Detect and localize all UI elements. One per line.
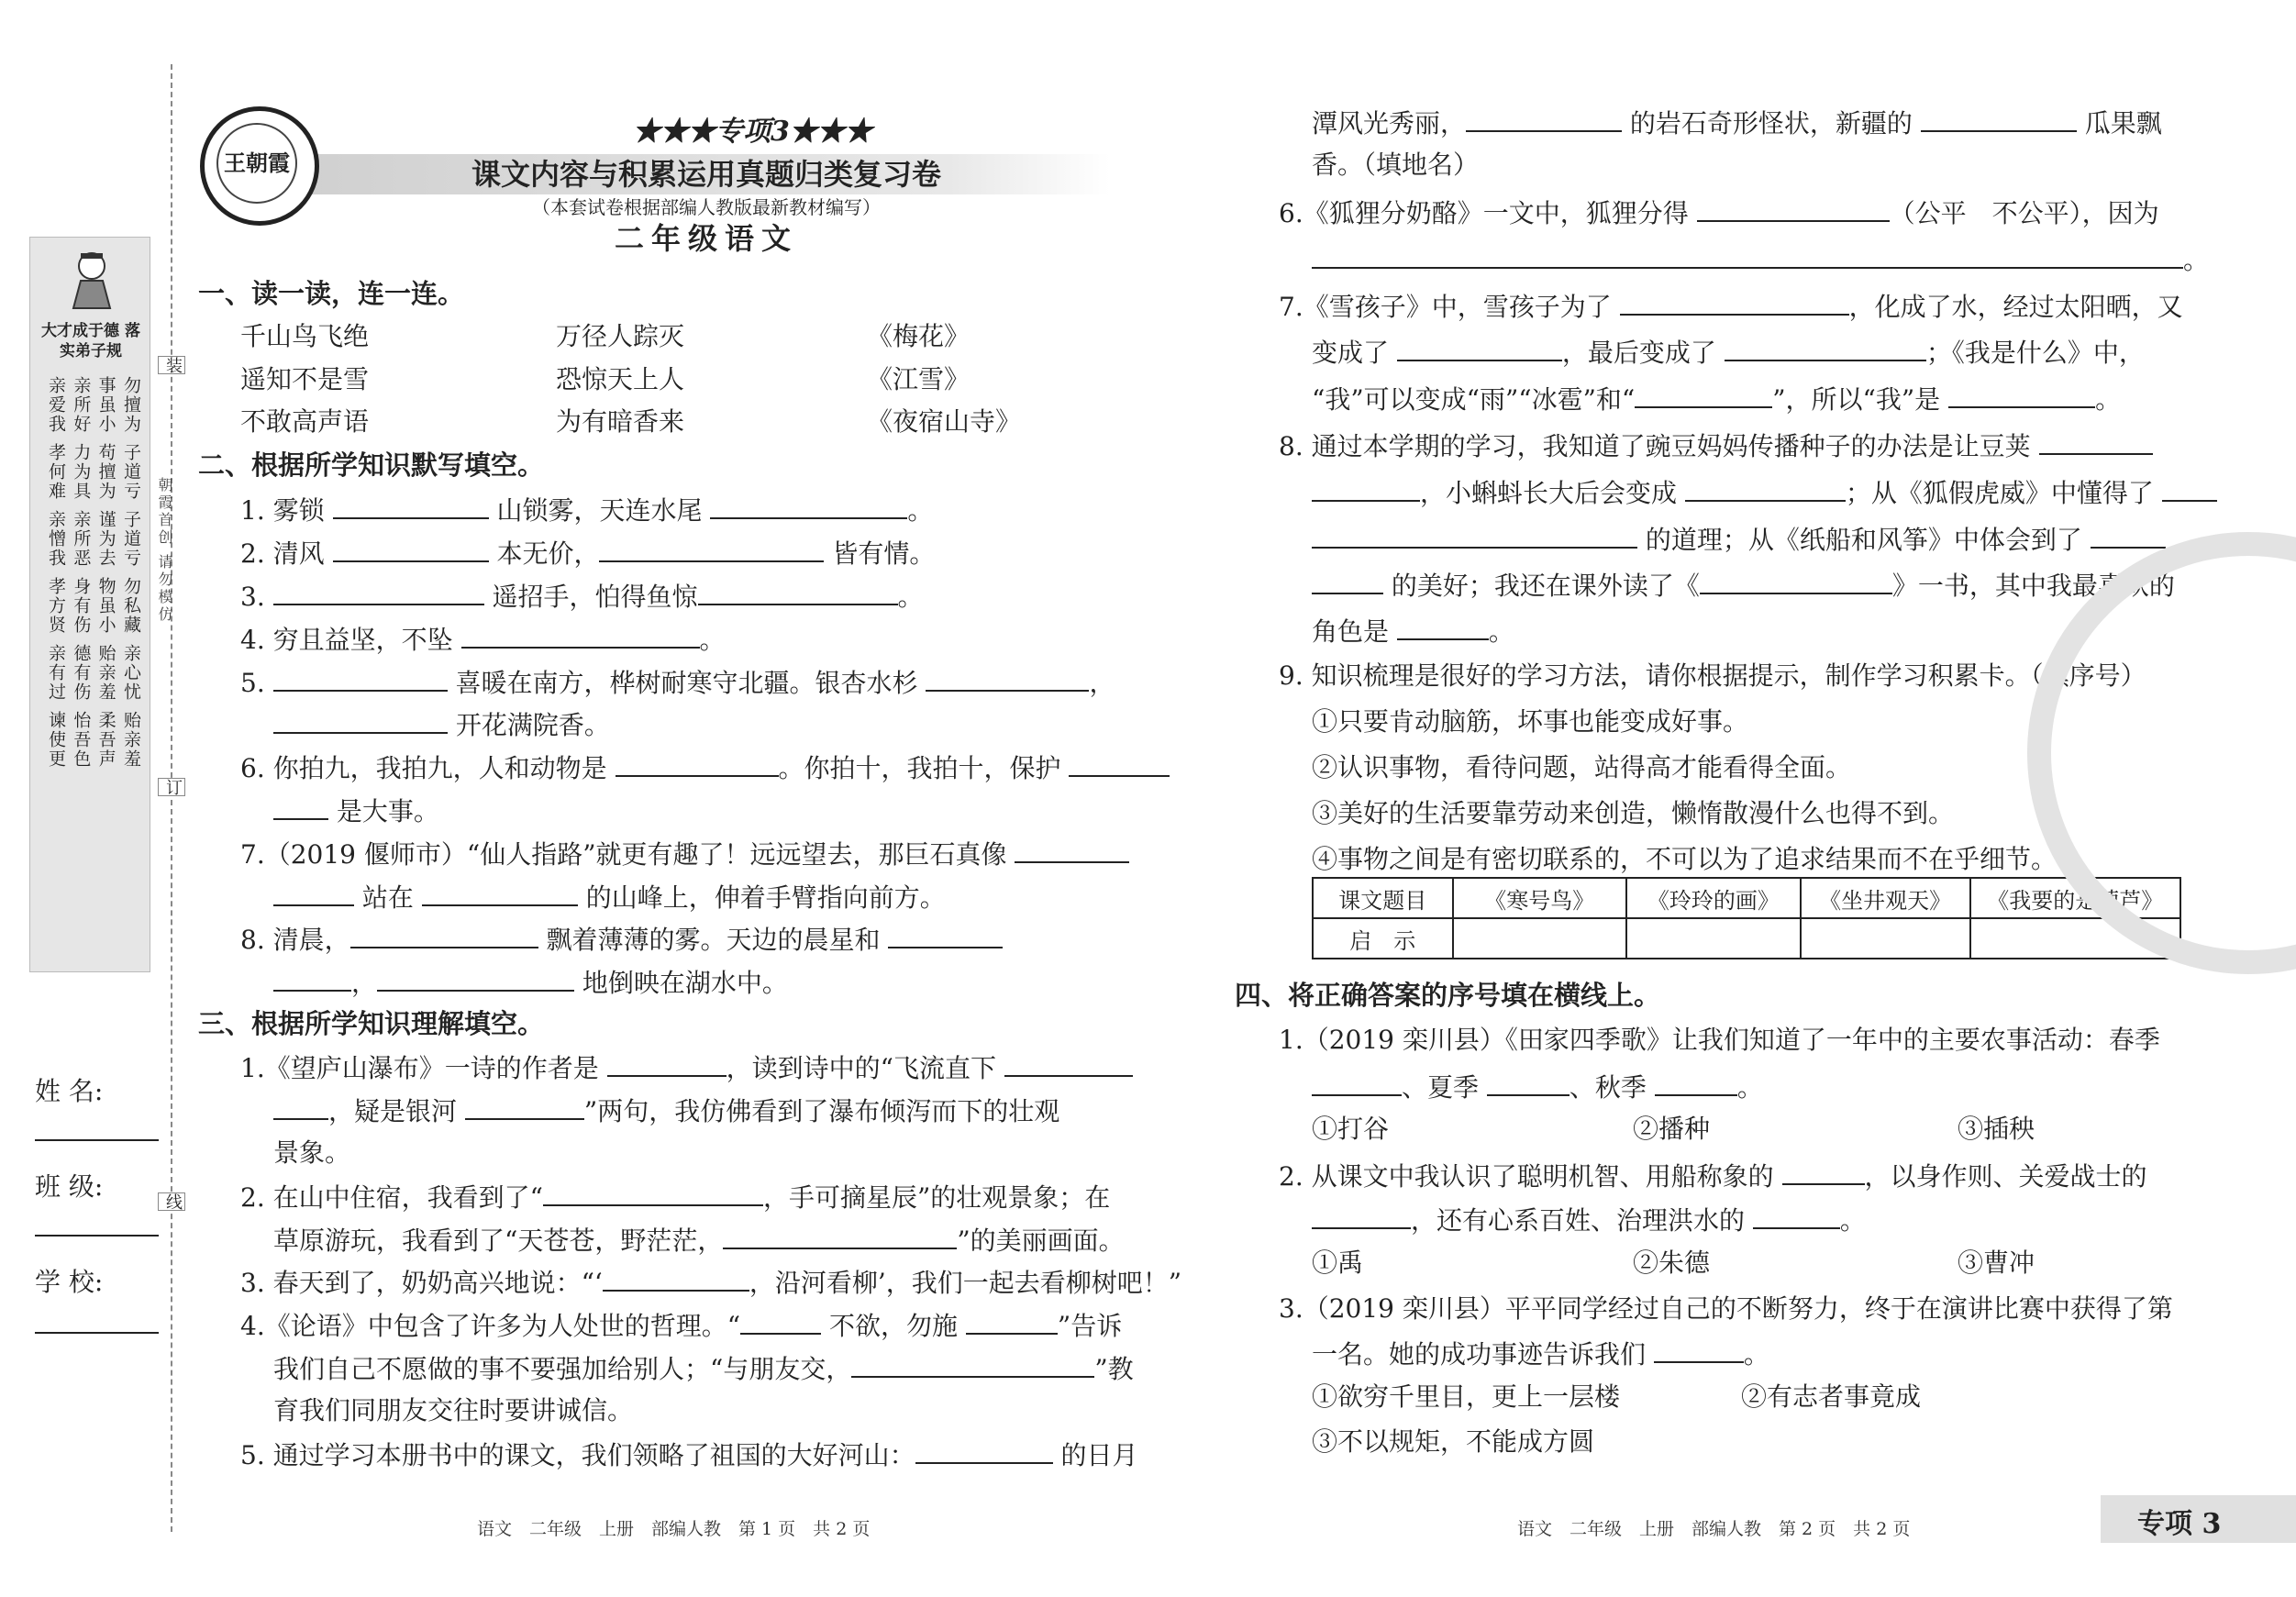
motto-text: 贻亲羞 xyxy=(95,644,116,702)
answer-option: ②播种 xyxy=(1633,1114,1711,1144)
answer-blank[interactable] xyxy=(1466,106,1622,132)
special-badge: ★★★专项3★★★ xyxy=(633,116,872,148)
question-line: 2. 清风 本无价， 皆有情。 xyxy=(240,538,936,569)
special-label: 专项 3 xyxy=(2137,1508,2222,1540)
motto-text: 身有伤 xyxy=(71,577,92,635)
answer-blank[interactable] xyxy=(273,666,448,692)
motto-text: 亲所好 xyxy=(71,376,92,434)
answer-blank[interactable] xyxy=(740,1309,821,1335)
question-line: 2. 从课文中我认识了聪明机智、用船称象的 ，以身作则、关爱战士的 xyxy=(1279,1161,2147,1192)
motto-text: 事虽小 xyxy=(95,376,116,434)
table-header-cell: 课文题目 xyxy=(1313,878,1453,918)
section-heading: 二、根据所学知识默写填空。 xyxy=(198,449,545,481)
motto-text: 孝方贤 xyxy=(46,577,66,635)
question-line: 3.（2019 栾川县）平平同学经过自己的不断努力，终于在演讲比赛中获得了第 xyxy=(1279,1293,2173,1324)
question-line: ， 地倒映在湖水中。 xyxy=(273,966,788,999)
answer-blank[interactable] xyxy=(1635,383,1772,408)
cut-label: 装 xyxy=(158,356,185,374)
class-label: 班 级: xyxy=(35,1171,104,1202)
answer-option: ①欲穷千里目，更上一层楼 xyxy=(1312,1381,1621,1412)
side-note: 朝霞首创 请勿模仿 xyxy=(156,477,173,625)
question-line: 6.《狐狸分奶酪》一文中，狐狸分得 （公平 不公平），因为 xyxy=(1279,198,2159,228)
question-line: 潭风光秀丽， 的岩石奇形怪状，新疆的 瓜果飘 xyxy=(1312,108,2162,139)
motto-text: 德有伤 xyxy=(71,644,92,702)
motto-title: 大才成于德 落实弟子规 xyxy=(41,322,140,360)
question-line: 1.（2019 栾川县）《田家四季歌》让我们知道了一年中的主要农事活动：春季 xyxy=(1279,1025,2160,1055)
answer-blank[interactable] xyxy=(966,1309,1058,1335)
answer-blank[interactable] xyxy=(1312,523,1637,549)
question-line: ，小蝌蚪长大后会变成 ；从《狐假虎威》中懂得了 xyxy=(1312,476,2217,509)
question-line: 的美好；我还在课外读了《 》一书，其中我最喜欢的 xyxy=(1312,569,2175,602)
motto-text: 苟擅为 xyxy=(95,443,116,501)
question-line: 1. 雾锁 山锁雾，天连水尾 。 xyxy=(240,495,934,526)
motto-text: 亲憎我 xyxy=(46,510,66,568)
school-field[interactable] xyxy=(35,1332,159,1334)
answer-blank[interactable] xyxy=(1069,751,1170,777)
cartoon-figure xyxy=(64,246,119,310)
question-line: 1.《望庐山瀑布》一诗的作者是 ，读到诗中的“飞流直下 xyxy=(240,1051,1133,1084)
answer-blank[interactable] xyxy=(1487,1070,1569,1096)
question-line: 9. 知识梳理是很好的学习方法，请你根据提示，制作学习积累卡。（填序号） xyxy=(1279,660,2146,691)
motto-text: 力为具 xyxy=(71,443,92,501)
answer-option: ③曹冲 xyxy=(1958,1248,2035,1278)
motto-text: 亲有过 xyxy=(46,644,66,702)
answer-blank[interactable] xyxy=(543,1181,763,1206)
match-item[interactable]: 千山鸟飞绝 xyxy=(240,321,370,351)
cut-label: 订 xyxy=(158,778,185,796)
answer-blank[interactable] xyxy=(851,1352,1094,1378)
name-field[interactable] xyxy=(35,1139,159,1141)
answer-blank[interactable] xyxy=(461,623,700,649)
hint-option: ②认识事物，看待问题，站得高才能看得全面。 xyxy=(1312,752,1852,782)
hint-option: ①只要肯动脑筋，坏事也能变成好事。 xyxy=(1312,706,1749,737)
match-item[interactable]: 遥知不是雪 xyxy=(240,364,370,394)
answer-blank[interactable] xyxy=(926,666,1089,692)
answer-blank[interactable] xyxy=(1921,106,2077,132)
question-line: 角色是 。 xyxy=(1312,616,1514,647)
answer-blank[interactable] xyxy=(2039,429,2153,455)
question-line: 7.（2019 偃师市）“仙人指路”就更有趣了！远远望去，那巨石真像 xyxy=(240,837,1129,871)
answer-cell[interactable] xyxy=(1453,918,1627,959)
section-heading: 一、读一读，连一连。 xyxy=(198,278,465,309)
motto-text: 子道亏 xyxy=(120,443,141,501)
question-line: ，疑是银河 ”两句，我仿佛看到了瀑布倾泻而下的壮观 xyxy=(273,1094,1059,1127)
question-line: 我们自己不愿做的事不要强加给别人；“与朋友交， ”教 xyxy=(273,1354,1134,1384)
question-line: 3. 春天到了，奶奶高兴地说：“‘ ，沿河看柳’，我们一起去看柳树吧！” xyxy=(240,1268,1182,1298)
table-header-cell: 《玲玲的画》 xyxy=(1626,878,1801,918)
answer-blank[interactable] xyxy=(599,537,824,562)
answer-blank[interactable] xyxy=(1312,1203,1411,1229)
answer-blank[interactable] xyxy=(2162,476,2217,502)
question-line: 7.《雪孩子》中，雪孩子为了 ，化成了水，经过太阳晒，又 xyxy=(1279,292,2183,322)
answer-blank[interactable] xyxy=(273,794,328,820)
school-label: 学 校: xyxy=(35,1267,104,1297)
motto-text: 物虽小 xyxy=(95,577,116,635)
question-line: 4.《论语》中包含了许多为人处世的哲理。“ 不欲，勿施 ”告诉 xyxy=(240,1311,1123,1341)
motto-text: 亲爱我 xyxy=(46,376,66,434)
motto-text: 怡吾色 xyxy=(71,711,92,769)
answer-blank[interactable] xyxy=(377,966,574,992)
motto-text: 勿私藏 xyxy=(120,577,141,635)
motto-text: 贻亲羞 xyxy=(120,711,141,769)
answer-blank[interactable] xyxy=(333,494,489,519)
question-line: 。 xyxy=(1312,243,2209,276)
question-line: 变成了 ，最后变成了 ；《我是什么》中， xyxy=(1312,338,2145,368)
motto-row xyxy=(46,376,141,434)
answer-blank[interactable] xyxy=(273,966,351,992)
answer-cell[interactable] xyxy=(1626,918,1801,959)
answer-option: ②有志者事竟成 xyxy=(1741,1381,1922,1412)
answer-blank[interactable] xyxy=(1397,615,1489,640)
answer-blank[interactable] xyxy=(616,751,779,777)
brand-logo-text: 王朝霞 xyxy=(216,123,297,204)
motto-text: 勿擅为 xyxy=(120,376,141,434)
match-item[interactable]: 万径人踪灭 xyxy=(556,321,685,351)
table-header-row xyxy=(1313,878,2180,918)
answer-blank[interactable] xyxy=(607,1051,727,1077)
answer-option: ①打谷 xyxy=(1312,1114,1390,1144)
question-line: 4. 穷且益坚，不坠 。 xyxy=(240,625,726,655)
grade-subject: 二年级语文 xyxy=(614,221,798,256)
motto-text: 孝何难 xyxy=(46,443,66,501)
question-line: 一名。她的成功事迹告诉我们 。 xyxy=(1312,1339,1769,1370)
answer-blank[interactable] xyxy=(1312,569,1383,594)
answer-blank[interactable] xyxy=(273,708,448,734)
answer-blank[interactable] xyxy=(333,537,489,562)
page-title: 课文内容与积累运用真题归类复习卷 xyxy=(471,157,941,192)
question-line: 8. 通过本学期的学习，我知道了豌豆妈妈传播种子的办法是让豆荚 xyxy=(1279,429,2153,462)
answer-option: ②朱德 xyxy=(1633,1248,1711,1278)
answer-blank[interactable] xyxy=(1700,569,1892,594)
answer-option: ①禹 xyxy=(1312,1248,1364,1278)
answer-blank[interactable] xyxy=(915,1438,1053,1464)
question-line: 站在 的山峰上，伸着手臂指向前方。 xyxy=(273,881,946,914)
motto-row xyxy=(46,510,141,568)
match-item[interactable]: 《江雪》 xyxy=(867,364,971,394)
answer-blank[interactable] xyxy=(1697,196,1890,222)
table-header-cell: 《寒号鸟》 xyxy=(1453,878,1627,918)
motto-text: 谏使更 xyxy=(46,711,66,769)
hint-option: ③美好的生活要靠劳动来创造，懒惰散漫什么也得不到。 xyxy=(1312,798,1955,828)
question-line: ，还有心系百姓、治理洪水的 。 xyxy=(1312,1203,1866,1237)
section-heading: 三、根据所学知识理解填空。 xyxy=(198,1008,545,1039)
question-line: 草原游玩，我看到了“天苍苍，野茫茫， ”的美丽画面。 xyxy=(273,1225,1125,1256)
table-row xyxy=(1313,918,2180,959)
answer-blank[interactable] xyxy=(1312,476,1420,502)
motto-columns xyxy=(46,376,141,963)
question-line: 景象。 xyxy=(273,1137,351,1168)
answer-option: ③插秧 xyxy=(1958,1114,2035,1144)
answer-blank[interactable] xyxy=(273,1094,328,1120)
motto-text: 谨为去 xyxy=(95,510,116,568)
answer-blank[interactable] xyxy=(603,1266,749,1292)
answer-blank[interactable] xyxy=(350,923,538,948)
motto-row xyxy=(46,711,141,769)
answer-blank[interactable] xyxy=(1654,1337,1744,1363)
answer-blank[interactable] xyxy=(2091,523,2166,549)
question-line: 8. 清晨， 飘着薄薄的雾。天边的晨星和 xyxy=(240,923,1003,956)
answer-blank[interactable] xyxy=(273,580,484,605)
answer-blank[interactable] xyxy=(1397,336,1562,361)
question-line: 5. 通过学习本册书中的课文，我们领略了祖国的大好河山： 的日月 xyxy=(240,1440,1138,1470)
answer-blank[interactable] xyxy=(1948,383,2095,408)
table-header-cell: 《坐井观天》 xyxy=(1801,878,1970,918)
motto-row xyxy=(46,644,141,702)
answer-blank[interactable] xyxy=(1782,1159,1865,1185)
answer-blank[interactable] xyxy=(465,1094,584,1120)
answer-blank[interactable] xyxy=(1753,1203,1840,1229)
answer-blank[interactable] xyxy=(698,580,898,605)
answer-blank[interactable] xyxy=(888,923,1003,948)
match-item[interactable]: 恐惊天上人 xyxy=(556,364,685,394)
match-item[interactable]: 《梅花》 xyxy=(867,321,971,351)
question-line: 3. 遥招手，怕得鱼惊 。 xyxy=(240,582,924,612)
question-line: 开花满院香。 xyxy=(273,708,610,741)
question-line: “我”可以变成“雨”“冰雹”和“ ”，所以“我”是 。 xyxy=(1312,384,2122,415)
motto-text: 亲心忧 xyxy=(120,644,141,702)
table-header-cell: 《我要的是葫芦》 xyxy=(1970,878,2180,918)
answer-blank[interactable] xyxy=(1725,336,1926,361)
match-item[interactable]: 不敢高声语 xyxy=(240,406,370,437)
table-row-label: 启 示 xyxy=(1313,918,1453,959)
answer-blank[interactable] xyxy=(710,494,907,519)
hint-option: ④事物之间是有密切联系的，不可以为了追求结果而不在乎细节。 xyxy=(1312,844,2058,874)
question-line: 5. 喜暖在南方，桦树耐寒守北疆。银杏水杉 ， xyxy=(240,668,1115,698)
question-line: 2. 在山中住宿，我看到了“ ，手可摘星辰”的壮观景象；在 xyxy=(240,1182,1111,1213)
study-card-table xyxy=(1312,877,2181,959)
question-line: 育我们同朋友交往时要讲诚信。 xyxy=(273,1395,634,1425)
binding-cut-line xyxy=(171,64,172,1532)
answer-blank[interactable] xyxy=(1312,243,2183,269)
answer-blank[interactable] xyxy=(1004,1051,1133,1077)
answer-option: ③不以规矩，不能成方圆 xyxy=(1312,1426,1595,1457)
answer-blank[interactable] xyxy=(723,1224,957,1249)
page-footer: 语文 二年级 上册 部编人教 第 1 页 共 2 页 xyxy=(477,1519,871,1539)
answer-blank[interactable] xyxy=(1015,837,1129,863)
match-item[interactable]: 《夜宿山寺》 xyxy=(867,406,1022,437)
class-field[interactable] xyxy=(35,1235,159,1237)
page-footer: 语文 二年级 上册 部编人教 第 2 页 共 2 页 xyxy=(1517,1519,1911,1539)
answer-blank[interactable] xyxy=(1685,476,1846,502)
name-label: 姓 名: xyxy=(35,1076,104,1106)
question-line: 的道理；从《纸船和风筝》中体会到了 xyxy=(1312,523,2166,556)
page-subnote: （本套试卷根据部编人教版最新教材编写） xyxy=(532,196,881,218)
question-line: 香。（填地名） xyxy=(1312,150,1480,180)
answer-blank[interactable] xyxy=(422,881,578,906)
answer-blank[interactable] xyxy=(273,881,354,906)
question-line: 、夏季 、秋季 。 xyxy=(1312,1070,1763,1103)
question-line: 是大事。 xyxy=(273,794,439,827)
answer-blank[interactable] xyxy=(1655,1070,1737,1096)
match-item[interactable]: 为有暗香来 xyxy=(556,406,685,437)
motto-row xyxy=(46,443,141,501)
answer-blank[interactable] xyxy=(1620,290,1849,316)
motto-text: 柔吾声 xyxy=(95,711,116,769)
motto-text: 子道亏 xyxy=(120,510,141,568)
motto-text: 亲所恶 xyxy=(71,510,92,568)
section-heading: 四、将正确答案的序号填在横线上。 xyxy=(1235,980,1661,1011)
answer-blank[interactable] xyxy=(1312,1070,1402,1096)
motto-row xyxy=(46,577,141,635)
answer-cell[interactable] xyxy=(1801,918,1970,959)
cut-label: 线 xyxy=(158,1192,185,1211)
question-line: 6. 你拍九，我拍九，人和动物是 。你拍十，我拍十，保护 xyxy=(240,751,1170,784)
